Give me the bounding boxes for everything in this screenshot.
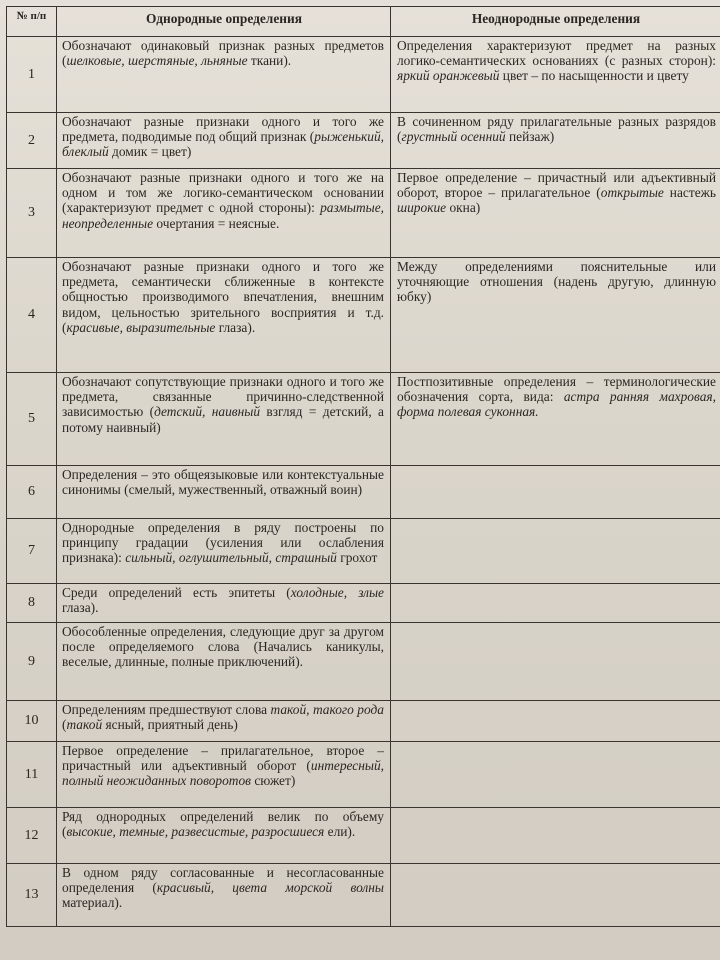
cell-text: Между определениями пояснительные или уточняющие отношения (надень другую, длинную юбку) [397,259,716,305]
heterogeneous-cell [391,373,720,466]
example-text: яркий оранжевый [397,68,500,84]
heterogeneous-cell [391,742,720,808]
cell-text: цвет – по насыщенности и цвету [499,68,689,84]
cell-text: Обозначают разные признаки одного и того же предмета, подводимые под общий признак ( [62,114,384,145]
example-text: астра ранняя махровая, форма полевая суконная. [397,389,716,420]
cell-text: грохот [336,550,378,566]
example-text: широкие [397,200,447,216]
cell-text: Однородные определения в ряду построены по принципу градации (усиления или ослабления признака): [62,520,384,566]
row-number: 3 [7,169,57,258]
homogeneous-cell [57,373,391,466]
cell-text: Обозначают сопутствующие признаки одного и того же предмета, связанные причинно-следственной зависимостью ( [62,374,384,420]
cell-text: Первое определение – причастный или адъективный оборот, второе – прилагательное ( [397,170,716,201]
table-row [7,808,720,864]
table-row [7,258,720,373]
heterogeneous-cell [391,519,720,584]
example-text: грустный осенний [401,129,506,145]
heterogeneous-cell [391,584,720,623]
example-text: интересный, полный неожиданных поворотов [62,758,384,789]
example-text: сильный, оглушительный, страшный [125,550,337,566]
row-number: 11 [7,742,57,808]
table-body [7,37,720,927]
homogeneous-cell [57,466,391,519]
cell-text: окна) [446,200,481,216]
example-text: высокие, темные, развесистые, разросшиеся [66,824,325,840]
cell-text: глаза). [62,600,99,616]
heterogeneous-cell [391,864,720,927]
table-row [7,519,720,584]
cell-text: Обозначают одинаковый признак разных предметов ( [62,38,384,69]
cell-text: глаза). [215,319,256,335]
example-text: такой [66,717,103,733]
heterogeneous-cell [391,466,720,519]
cell-text: ясный, приятный день) [102,717,238,733]
cell-text: В сочиненном ряду прилагательные разных разрядов ( [397,114,716,145]
row-number: 12 [7,808,57,864]
cell-text: ткани). [247,53,292,69]
heterogeneous-cell [391,623,720,701]
row-number: 9 [7,623,57,701]
homogeneous-cell [57,584,391,623]
header-heterogeneous: Неоднородные определения [391,7,720,37]
table-row [7,864,720,927]
example-text: такой, такого рода [270,702,384,717]
example-text: размытые, неопределенные [62,200,384,231]
cell-text: Обозначают разные признаки одного и того же предмета, семантически сближенные в контексте общностью производимого впечатления, внешним видом, цельностью зрительного восприятия и т.д. ( [62,259,384,335]
heterogeneous-cell [391,701,720,742]
cell-text: Первое определение – прилагательное, второе – причастный или адъективный оборот ( [62,743,384,774]
heterogeneous-cell [391,113,720,169]
row-number: 1 [7,37,57,113]
cell-text: Обособленные определения, следующие друг за другом после определяемого слова (Начались каникулы, веселые, длинные, полные приключений). [62,624,384,670]
row-number: 2 [7,113,57,169]
homogeneous-cell [57,701,391,742]
heterogeneous-cell [391,808,720,864]
table-row [7,701,720,742]
row-number: 5 [7,373,57,466]
example-text: холодные, злые [290,585,384,600]
cell-text: Среди определений есть эпитеты ( [62,585,291,600]
homogeneous-cell [57,623,391,701]
table-row [7,466,720,519]
heterogeneous-cell [391,37,720,113]
homogeneous-cell [57,864,391,927]
homogeneous-cell [57,258,391,373]
definitions-table [6,6,720,927]
homogeneous-cell [57,169,391,258]
homogeneous-cell [57,519,391,584]
header-homogeneous: Однородные определения [57,7,391,37]
table-row [7,113,720,169]
row-number: 4 [7,258,57,373]
row-number: 10 [7,701,57,742]
cell-text: сюжет) [250,773,296,789]
cell-text: материал). [62,895,123,911]
table-row [7,623,720,701]
table-row [7,742,720,808]
cell-text: Постпозитивные определения – терминологические обозначения сорта, вида: [397,374,716,405]
cell-text: ели). [324,824,356,840]
example-text: красивый, цвета морской волны [156,880,384,896]
table-row [7,584,720,623]
cell-text: Определения – это общеязыковые или контекстуальные синонимы (смелый, мужественный, отважный воин) [62,467,384,498]
cell-text: Обозначают разные признаки одного и того же на одном и том же логико-семантическом основании (характеризуют предмет с одной стороны): [62,170,384,216]
table-header-row [7,7,720,37]
header-number: № п/п [7,7,57,37]
homogeneous-cell [57,37,391,113]
cell-text: домик = цвет) [108,144,192,160]
row-number: 8 [7,584,57,623]
example-text: красивые, выразительные [66,319,216,335]
homogeneous-cell [57,808,391,864]
cell-text: очертания = неясные. [153,215,280,231]
row-number: 13 [7,864,57,927]
heterogeneous-cell [391,169,720,258]
cell-text: ( [62,717,67,733]
cell-text: пейзаж) [505,129,555,145]
table-row [7,169,720,258]
example-text: детский, наивный [154,404,261,420]
example-text: шелковые, шерстяные, льняные [66,53,248,69]
row-number: 7 [7,519,57,584]
homogeneous-cell [57,742,391,808]
cell-text: Определениям предшествуют слова [62,702,271,717]
cell-text: В одном ряду согласованные и несогласованные определения ( [62,865,384,896]
cell-text: Определения характеризуют предмет на разных логико-семантических основаниях (с разных сторон): [397,38,716,69]
cell-text: Ряд однородных определений велик по объему ( [62,809,384,840]
cell-text: взгляд = детский, а потому наивный) [62,404,385,435]
row-number: 6 [7,466,57,519]
table-row [7,373,720,466]
heterogeneous-cell [391,258,720,373]
table-row [7,37,720,113]
example-text: рыженький, блеклый [62,129,384,160]
example-text: открытые [600,185,664,201]
cell-text: настежь [663,185,716,201]
homogeneous-cell [57,113,391,169]
